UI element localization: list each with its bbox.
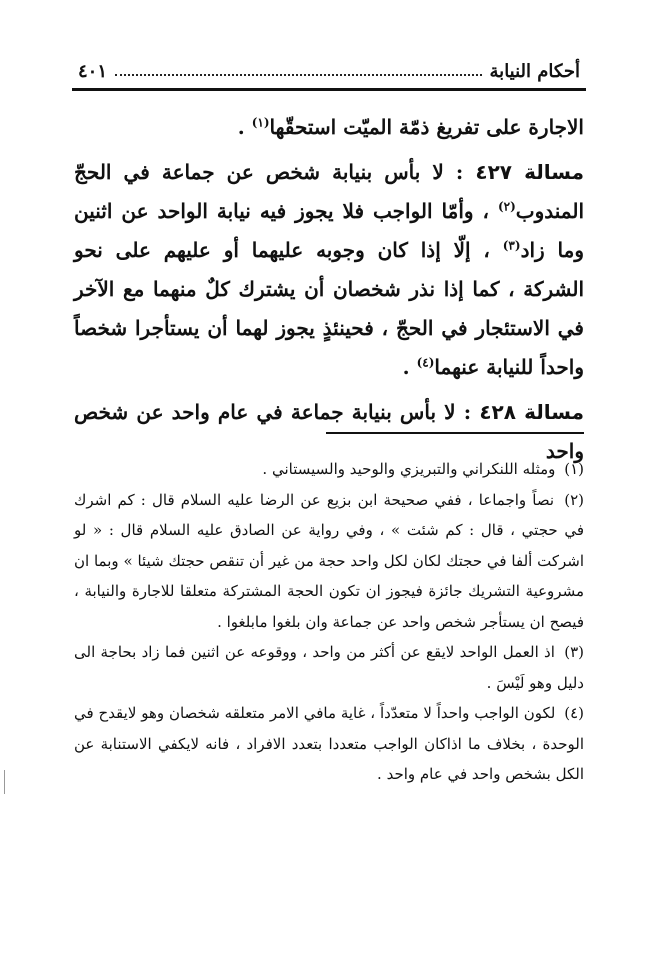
scan-edge-mark: [4, 770, 9, 794]
masala-428-text: : لا بأس بنيابة جماعة في عام واحد عن شخص واحد: [74, 400, 584, 463]
masala-428-label: مسالة ٤٢٨: [479, 400, 584, 424]
footnote-text: اذ العمل الواحد لايقع عن أكثر من واحد ، ووقوعه عن اثنين فما زاد بحاجة الى دليل وهو لَيْسَ .: [74, 643, 584, 692]
footnote-3: [74, 637, 584, 698]
footnote-number: (٢): [564, 490, 584, 509]
masala-427-text-a: : لا بأس بنيابة شخص عن جماعة في الحجّ المندوب: [74, 160, 584, 223]
footnote-ref-3: (٣): [502, 238, 521, 253]
footnote-separator: [326, 432, 584, 434]
footnote-4: [74, 698, 584, 790]
masala-427-label: مسالة ٤٢٧: [475, 160, 584, 184]
header-title: أحكام النيابة: [489, 61, 580, 82]
footnote-number: (٤): [564, 704, 584, 722]
masala-427: [74, 153, 584, 387]
footnote-ref-1: (١): [251, 115, 270, 130]
footnote-text: لكون الواجب واحداً لا متعدّداً ، غاية مافي الامر متعلقه شخصان وهو لايقدح في الوحدة ، بخلاف ما اذاكان الواجب متعددا بتعدد الافراد ، فانه لايكفي الاستنابة عن الكل بشخص واحد في عام واحد .: [74, 704, 584, 783]
footnote-number: (١): [564, 460, 584, 478]
masala-427-text-c: ، إلّا إذا كان وجوبه عليهما أو عليهم على نحو الشركة ، كما إذا نذر شخصان أن يشترك كلٌ منهما مع الآخر في الاستئجار في الحجّ ، فحينئذٍ يجوز لهما أن يستأجرا شخصاً واحداً للنيابة عنهما: [74, 238, 584, 379]
footnote-2: [74, 485, 584, 638]
footnotes: [74, 454, 584, 790]
header-rule: [72, 88, 586, 91]
paragraph-continuation: [74, 108, 584, 147]
footnote-ref-2: (٢): [497, 199, 516, 214]
paragraph-end: .: [237, 115, 252, 139]
paragraph-text: الاجارة على تفريغ ذمّة الميّت استحقّها: [269, 115, 584, 139]
footnote-1: [74, 454, 584, 485]
footnote-text: ومثله اللنكراني والتبريزي والوحيد والسيستاني .: [262, 460, 556, 478]
footnote-text: نصاً واجماعا ، ففي صحيحة ابن بزيع عن الرضا عليه السلام قال : كم اشرك في حجتي ، قال : كم شئت » ، وفي رواية عن الصادق عليه السلام قال : « لو اشركت ألفا في حجتك لكان لكل واحد حجة من غير أن تنقص حجتك شيئا » وبما ان مشروعية التشريك جائزة فيجوز ان تكون الحجة المشتركة متعلقا للاجارة والنيابة ، فيصح ان يستأجر شخص واحد عن جماعة وان بلغوا مابلغوا .: [74, 490, 584, 631]
footnote-ref-4: (٤): [416, 355, 435, 370]
main-text: [74, 108, 584, 471]
page-number: ٤٠١: [78, 61, 108, 82]
masala-427-end: .: [402, 355, 417, 379]
running-header: [78, 56, 580, 82]
footnote-number: (٣): [564, 643, 584, 661]
masala-427-text-b: ، وأمّا الواجب فلا يجوز فيه نيابة الواحد عن اثنين وما زاد: [74, 199, 584, 262]
header-dot-leader: [115, 74, 482, 76]
